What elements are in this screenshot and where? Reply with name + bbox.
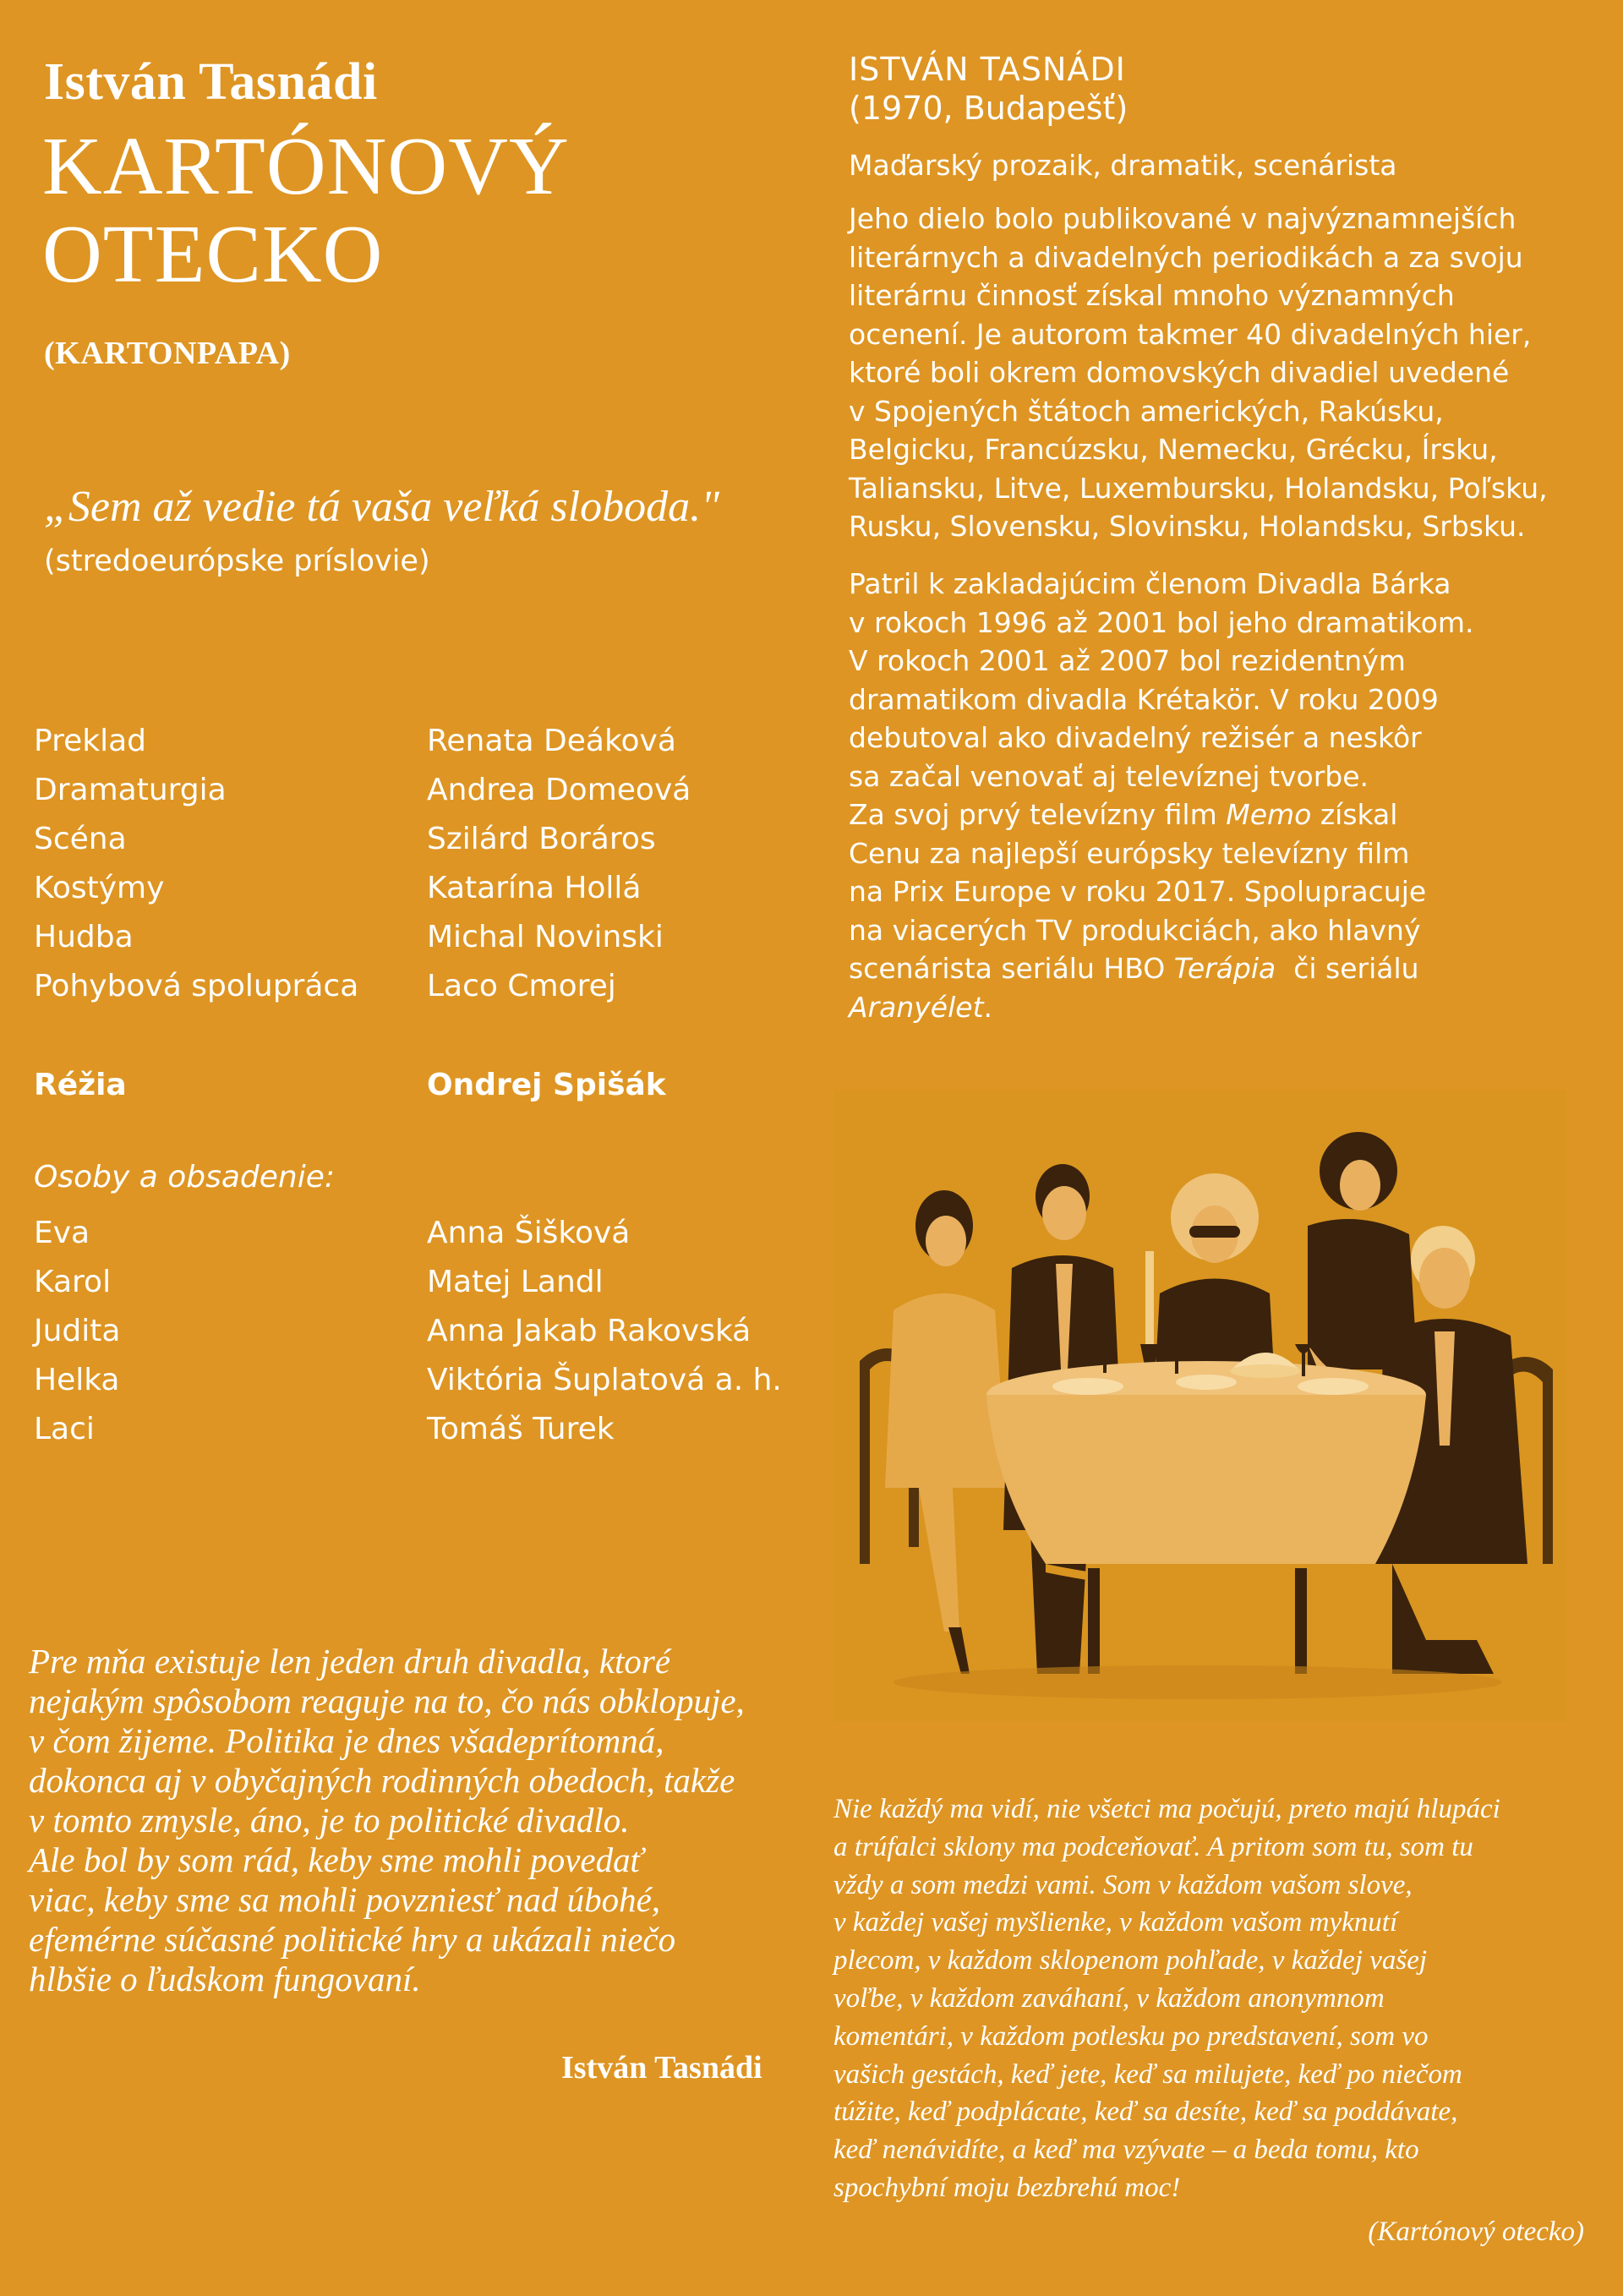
credit-person: Katarína Hollá (427, 871, 642, 905)
cast-row (34, 1356, 782, 1405)
quote-line: dokonca aj v obyčajných rodinných obedoch, takže (29, 1761, 735, 1800)
credits-list (34, 717, 691, 1011)
cast-row (34, 1209, 782, 1258)
credit-row (34, 766, 691, 815)
bio-line: v Spojených štátoch amerických, Rakúsku, (849, 394, 1444, 428)
bio-line: debutoval ako divadelný režisér a neskôr (849, 721, 1422, 754)
quote-line: v čom žijeme. Politika je dnes všadeprítomná, (29, 1721, 664, 1760)
bio-line: V rokoch 2001 až 2007 bol rezidentným (849, 644, 1406, 677)
cast-photo (834, 1091, 1566, 1721)
bio-line (849, 795, 1584, 834)
bio-text: či seriálu (1276, 952, 1419, 985)
direction-role: Réžia (34, 1068, 127, 1102)
quote-line: voľbe, v každom zaváhaní, v každom anonymnom (833, 1982, 1385, 2014)
bio-line: literárnych a divadelných periodikách a za svoju (849, 240, 1523, 274)
cast-role: Judita (34, 1314, 121, 1348)
bio-line: Rusku, Slovensku, Slovinsku, Holandsku, Srbsku. (849, 510, 1526, 543)
credit-person: Michal Novinski (427, 920, 664, 954)
credit-row (34, 815, 691, 864)
bio-line: Cenu za najlepší európsky televízny film (849, 836, 1410, 870)
cast-actor: Matej Landl (427, 1265, 604, 1299)
quote-line: túžite, keď podplácate, keď sa desíte, keď sa poddávate, (833, 2096, 1458, 2128)
quote-line: efemérne súčasné politické hry a ukázali niečo (29, 1920, 676, 1959)
bio-line: ktoré boli okrem domovských divadiel uvedené (849, 356, 1510, 389)
cast-actor: Anna Šišková (427, 1216, 631, 1250)
quote-line: plecom, v každom sklopenom pohľade, v každej vašej (833, 1945, 1428, 1976)
series-title: Terápia (1173, 952, 1276, 985)
bio-origin: (1970, Budapešť) (849, 90, 1128, 127)
quote-line: keď nenávidíte, a keď ma vzývate – a beda tomu, kto (833, 2135, 1419, 2166)
director-name: Ondrej Spišák (427, 1068, 666, 1102)
bio-text: získal (1311, 798, 1398, 831)
cast-actor: Tomáš Turek (427, 1412, 615, 1446)
bio-paragraph-2 (849, 565, 1584, 1026)
quote-source: (Kartónový otecko) (1368, 2217, 1584, 2247)
motto-quote: „Sem až vedie tá vaša veľká sloboda." (44, 483, 719, 531)
quote-line: v každej vašej myšlienke, v každom vašom myknutí (833, 1907, 1398, 1938)
credit-row (34, 864, 691, 913)
quote-line: komentári, v každom potlesku po predstavení, som vo (833, 2020, 1429, 2052)
bio-line: dramatikom divadla Krétakör. V roku 2009 (849, 682, 1439, 716)
credit-role: Preklad (34, 724, 146, 758)
play-excerpt-quote (833, 1790, 1594, 2207)
author-statement-quote (29, 1642, 790, 1999)
credit-row (34, 913, 691, 962)
credit-role: Kostýmy (34, 871, 165, 905)
play-title-line2: OTECKO (42, 209, 384, 300)
cast-photo-illustration (834, 1091, 1566, 1721)
quote-line: vždy a som medzi vami. Som v každom vašom slove, (833, 1869, 1413, 1900)
cast-role: Helka (34, 1363, 120, 1397)
cast-role: Karol (34, 1265, 112, 1299)
bio-text: scenárista seriálu HBO (849, 952, 1174, 985)
film-title: Memo (1226, 798, 1312, 831)
quote-line: Ale bol by som rád, keby sme mohli povedať (29, 1840, 643, 1879)
credit-role: Dramaturgia (34, 773, 227, 807)
cast-list (34, 1209, 782, 1454)
credit-person: Andrea Domeová (427, 773, 691, 807)
cast-row (34, 1307, 782, 1356)
bio-text: . (983, 990, 993, 1024)
cast-actor: Anna Jakab Rakovská (427, 1314, 751, 1348)
series-title: Aranyélet (849, 990, 984, 1024)
bio-line: Jeho dielo bolo publikované v najvýznamnejších (849, 202, 1516, 235)
bio-line: Belgicku, Francúzsku, Nemecku, Grécku, Írsku, (849, 433, 1498, 466)
bio-line: na viacerých TV produkciách, ako hlavný (849, 913, 1421, 947)
bio-paragraph-1 (849, 200, 1584, 546)
cast-role: Laci (34, 1412, 95, 1446)
quote-line: viac, keby sme sa mohli povzniesť nad úbohé, (29, 1880, 661, 1919)
motto-source: (stredoeurópske príslovie) (44, 544, 430, 578)
bio-line: Taliansku, Litve, Luxembursku, Holandsku, Poľsku, (849, 471, 1548, 505)
cast-row (34, 1405, 782, 1454)
cast-heading: Osoby a obsadenie: (34, 1160, 336, 1194)
original-title: (KARTONPAPA) (44, 336, 291, 371)
quote-line: Nie každý ma vidí, nie všetci ma počujú, preto majú hlupáci (833, 1794, 1500, 1824)
cast-row (34, 1258, 782, 1307)
cast-actor: Viktória Šuplatová a. h. (427, 1363, 782, 1397)
credit-role: Hudba (34, 920, 134, 954)
bio-line (849, 949, 1584, 988)
play-title-line1: KARTÓNOVÝ (42, 121, 570, 212)
credit-person: Renata Deáková (427, 724, 676, 758)
cast-role: Eva (34, 1216, 90, 1250)
bio-line: literárnu činnosť získal mnoho významných (849, 279, 1455, 312)
quote-line: spochybní moju bezbrehú moc! (833, 2172, 1181, 2203)
quote-line: a trúfalci sklony ma podceňovať. A pritom som tu, som tu (833, 1831, 1473, 1862)
bio-line (849, 988, 1584, 1027)
quote-signature: István Tasnádi (561, 2050, 762, 2086)
bio-line: sa začal venovať aj televíznej tvorbe. (849, 759, 1369, 793)
bio-line: na Prix Europe v roku 2017. Spolupracuje (849, 875, 1427, 908)
quote-line: vašich gestách, keď jete, keď sa milujete, keď po niečom (833, 2058, 1462, 2090)
bio-line: ocenení. Je autorom takmer 40 divadelných hier, (849, 317, 1532, 351)
credit-row (34, 717, 691, 766)
bio-text: Za svoj prvý televízny film (849, 798, 1227, 831)
author-name: István Tasnádi (44, 53, 378, 111)
credit-person: Laco Cmorej (427, 969, 616, 1003)
credit-role: Scéna (34, 822, 127, 856)
bio-name: ISTVÁN TASNÁDI (849, 51, 1126, 88)
credit-row (34, 962, 691, 1011)
credit-role: Pohybová spolupráca (34, 969, 359, 1003)
bio-line: Patril k zakladajúcim členom Divadla Bárka (849, 567, 1451, 600)
direction-credit (34, 1061, 666, 1110)
quote-line: hlbšie o ľudskom fungovaní. (29, 1960, 421, 1998)
quote-line: Pre mňa existuje len jeden druh divadla, ktoré (29, 1642, 671, 1681)
bio-line: v rokoch 1996 až 2001 bol jeho dramatikom. (849, 605, 1474, 639)
quote-line: nejakým spôsobom reaguje na to, čo nás obklopuje, (29, 1681, 745, 1720)
bio-role: Maďarský prozaik, dramatik, scenárista (849, 149, 1397, 182)
quote-line: v tomto zmysle, áno, je to politické divadlo. (29, 1801, 630, 1840)
credit-person: Szilárd Boráros (427, 822, 656, 856)
